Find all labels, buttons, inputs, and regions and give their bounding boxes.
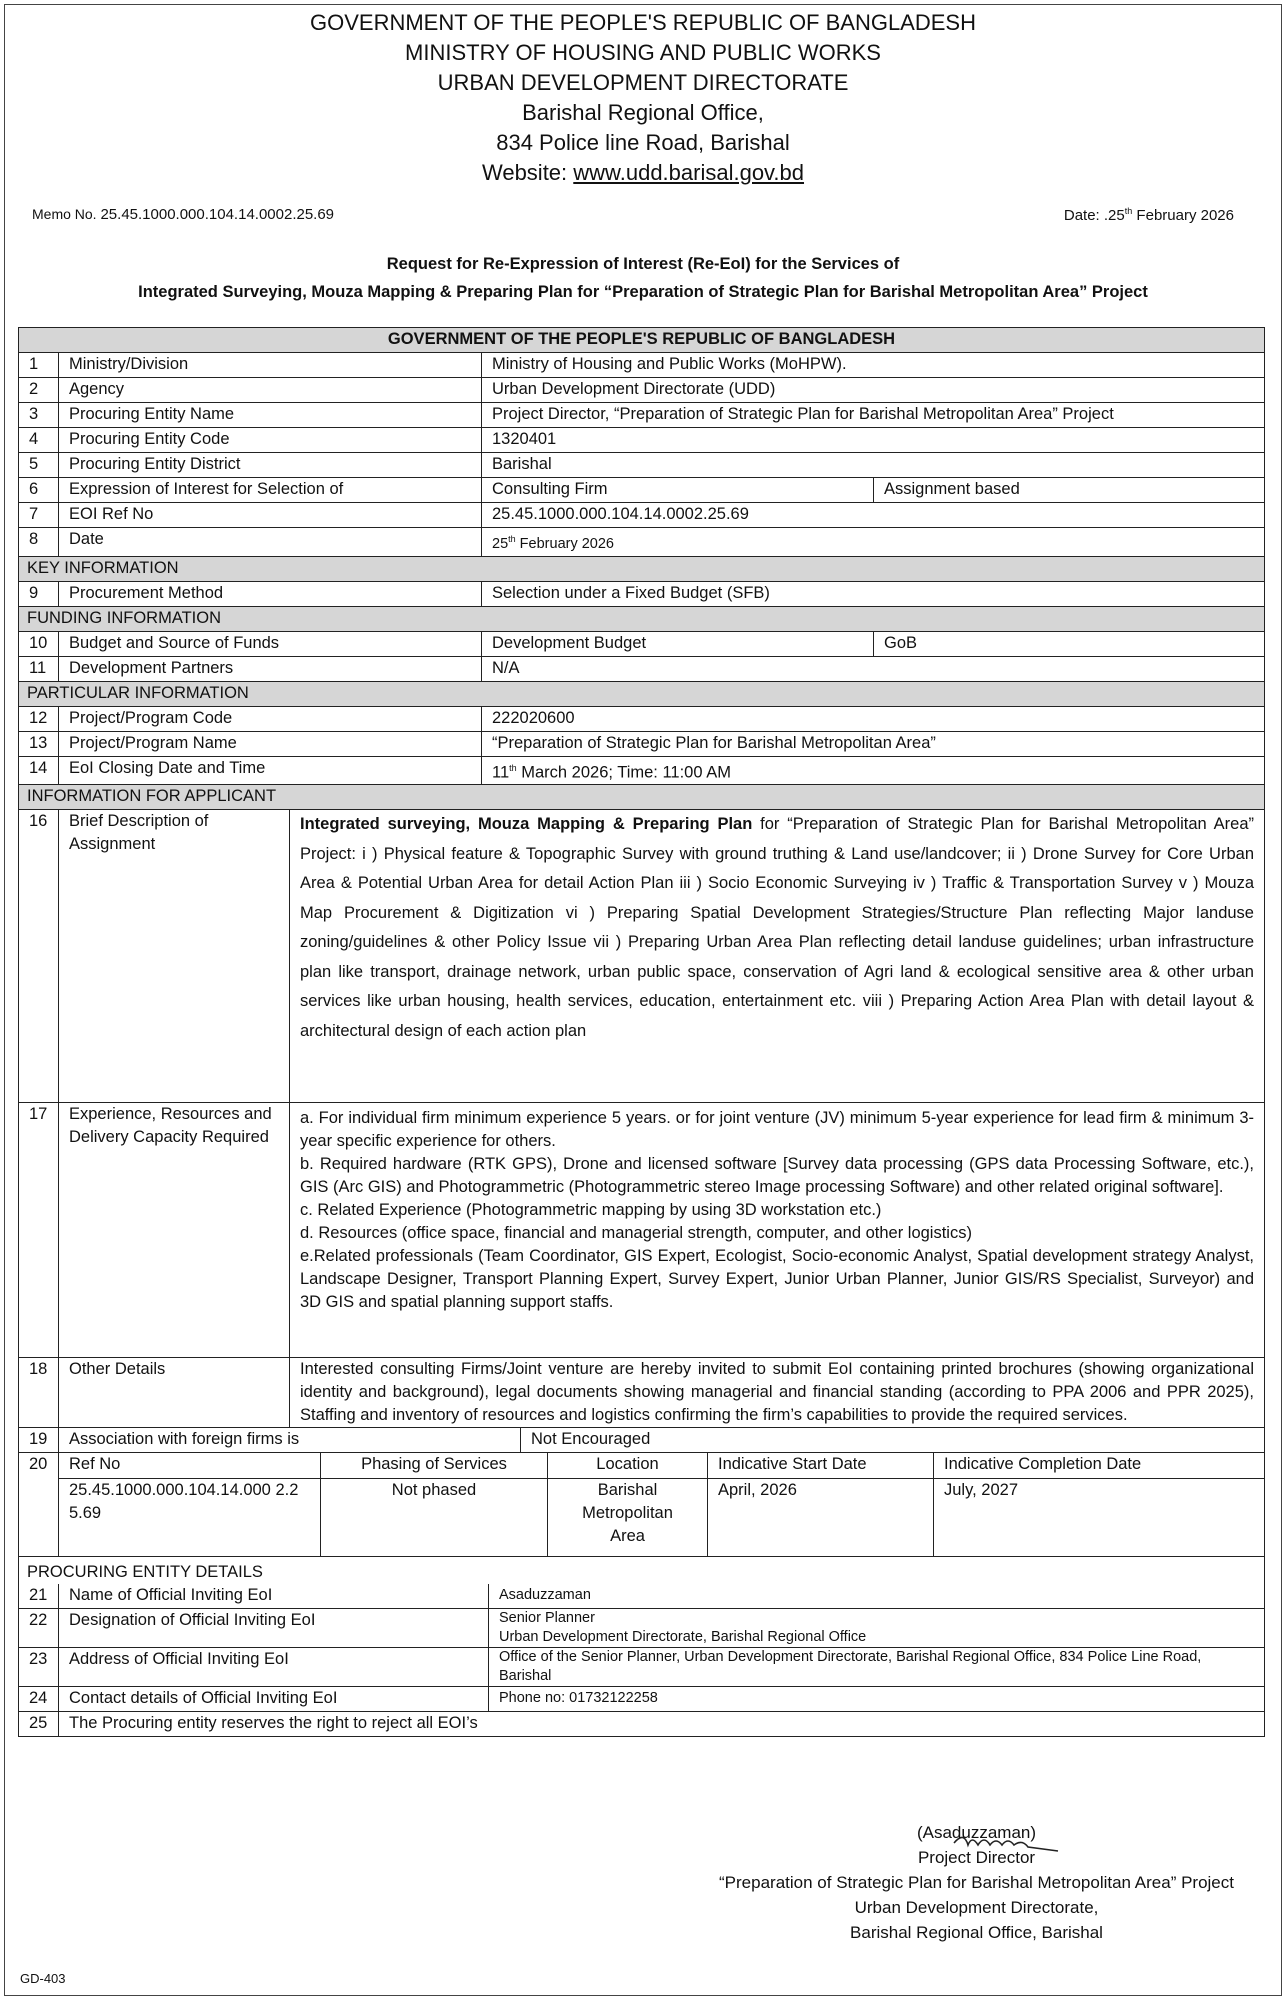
row-value: “Preparation of Strategic Plan for Barishal Metropolitan Area” <box>482 731 1265 756</box>
date-rest: February 2026 <box>1132 207 1234 224</box>
table-row <box>19 428 1265 453</box>
row-label: Experience, Resources and Delivery Capacity Required <box>59 1102 290 1357</box>
closing-rest: March 2026; Time: 11:00 AM <box>516 763 731 782</box>
requirement-item: a. For individual firm minimum experience 5 years. or for joint venture (JV) minimum 5-year experience for lead firm & minimum 3-year specific experience for others. <box>300 1108 1254 1150</box>
memo-value: 25.45.1000.000.104.14.0002.25.69 <box>100 206 335 223</box>
row-number: 13 <box>19 731 59 756</box>
row-value <box>482 528 1265 557</box>
govt-name: GOVERNMENT OF THE PEOPLE'S REPUBLIC OF BANGLADESH <box>310 10 976 35</box>
requirement-item: e.Related professionals (Team Coordinator, GIS Expert, Ecologist, Socio-economic Analyst, Spatial development strategy Analyst, Landscape Designer, Transport Planning Expert, Survey Expert, Junior Urban Planner, Junior GIS/RS Specialist, Surveyor) and 3D GIS and spatial planning support staffs. <box>300 1246 1254 1311</box>
table-row <box>19 706 1265 731</box>
row-label: EOI Ref No <box>59 503 482 528</box>
table-row <box>19 403 1265 428</box>
table-row <box>19 1712 1265 1737</box>
table-section-foreign <box>18 1428 1265 1454</box>
row-number: 4 <box>19 428 59 453</box>
table-row <box>19 631 1265 656</box>
row-value: N/A <box>482 656 1265 681</box>
table-row <box>19 756 1265 785</box>
table-section-general <box>18 327 1265 810</box>
ministry-name: MINISTRY OF HOUSING AND PUBLIC WORKS <box>405 40 881 65</box>
row-label: Brief Description of Assignment <box>59 810 290 1102</box>
row-label: Designation of Official Inviting EoI <box>59 1609 489 1648</box>
table-section-applicant <box>18 810 1265 1428</box>
table-row <box>19 503 1265 528</box>
date-rest: February 2026 <box>515 535 614 552</box>
row-number: 3 <box>19 403 59 428</box>
assignment-text: for “Preparation of Strategic Plan for Barishal Metropolitan Area” Project: i ) Physical feature & Topographic Survey with ground truthing & Land use/landcover; ii ) Drone Survey for Core Urban Area & Potential Urban Area for detail Action Plan iii ) Socio Economic Surveying iv ) Traffic & Transportation Survey v ) Mouza Map Procurement & Digitization vi ) Preparing Spatial Development Strategies/Structure Plan reflecting Major landuse zoning/guidelines & other Policy Issue vii ) Preparing Urban Area Plan reflecting detail landuse guidelines; urban infrastructure plan like transport, drainage network, urban public space, conservation of Agri land & ecological sensitive area & other urban services like urban housing, health services, education, entertainment etc. viii ) Preparing Action Area Plan with detail layout & architectural design of each action plan <box>300 815 1254 1040</box>
col-header-phasing: Phasing of Services <box>321 1453 548 1478</box>
row-label: Procuring Entity Name <box>59 403 482 428</box>
table-heading: GOVERNMENT OF THE PEOPLE'S REPUBLIC OF BANGLADESH <box>19 328 1265 353</box>
start-date-value: April, 2026 <box>708 1478 934 1556</box>
ref-header-row <box>19 1453 1265 1478</box>
col-header-location: Location <box>548 1453 708 1478</box>
assignment-title: Integrated surveying, Mouza Mapping & Preparing Plan <box>300 815 753 834</box>
title-line-1: Request for Re-Expression of Interest (Re-EoI) for the Services of <box>386 255 900 273</box>
signatory-office: Barishal Regional Office, Barishal <box>850 1923 1103 1942</box>
requirement-item: d. Resources (office space, financial and managerial strength, computer, and other logistics) <box>300 1223 972 1242</box>
col-header-start-date: Indicative Start Date <box>708 1453 934 1478</box>
row-label: Address of Official Inviting EoI <box>59 1648 489 1687</box>
row-value: Barishal <box>482 453 1265 478</box>
row-label: Development Partners <box>59 656 482 681</box>
row-number: 10 <box>19 631 59 656</box>
signatory-project: “Preparation of Strategic Plan for Barishal Metropolitan Area” Project <box>719 1873 1234 1892</box>
table-row <box>19 1428 1265 1453</box>
requirement-item: b. Required hardware (RTK GPS), Drone and licensed software [Survey data processing (GPS data Processing Software, etc.), GIS (Arc GIS) and Photogrammetric (Photogrammetric stereo Image processing Software) and other related original software]. <box>300 1154 1254 1196</box>
table-row <box>19 1609 1265 1648</box>
row-label: The Procuring entity reserves the right to reject all EOI’s <box>59 1712 1265 1737</box>
col-header-completion-date: Indicative Completion Date <box>934 1453 1265 1478</box>
row-label: Name of Official Inviting EoI <box>59 1584 489 1609</box>
signatory-org: Urban Development Directorate, <box>854 1898 1099 1917</box>
ref-no-value: 25.45.1000.000.104.14.000 2.25.69 <box>59 1478 321 1556</box>
website-link[interactable]: www.udd.barisal.gov.bd <box>573 160 805 185</box>
row-number: 17 <box>19 1102 59 1357</box>
section-procuring-entity-details: PROCURING ENTITY DETAILS <box>19 1557 1265 1584</box>
row-number: 6 <box>19 478 59 503</box>
experience-requirements <box>290 1102 1265 1357</box>
row-label: EoI Closing Date and Time <box>59 756 482 785</box>
designation: Senior Planner <box>499 1610 595 1627</box>
table-row <box>19 656 1265 681</box>
table-row <box>19 378 1265 403</box>
letterhead <box>0 8 1286 188</box>
row-label: Procurement Method <box>59 581 482 606</box>
completion-date-value: July, 2027 <box>934 1478 1265 1556</box>
eoi-table <box>18 327 1265 1737</box>
row-value: Ministry of Housing and Public Works (MoHPW). <box>482 353 1265 378</box>
row-value: Project Director, “Preparation of Strategic Plan for Barishal Metropolitan Area” Project <box>482 403 1265 428</box>
table-row <box>19 353 1265 378</box>
memo-date <box>1064 206 1234 224</box>
row-number: 7 <box>19 503 59 528</box>
row-number: 25 <box>19 1712 59 1737</box>
row-label: Procuring Entity District <box>59 453 482 478</box>
memo-label: Memo No. <box>32 206 101 222</box>
row-value: 25.45.1000.000.104.14.0002.25.69 <box>482 503 1265 528</box>
row-number: 21 <box>19 1584 59 1609</box>
section-particular-information: PARTICULAR INFORMATION <box>19 681 1265 706</box>
table-section-ref <box>18 1453 1265 1557</box>
requirement-item: c. Related Experience (Photogrammetric mapping by using 3D workstation etc.) <box>300 1200 882 1219</box>
signatory-name: (Asaduzzaman) <box>916 1823 1037 1842</box>
row-number: 20 <box>19 1453 59 1556</box>
table-row <box>19 1102 1265 1357</box>
directorate-name: URBAN DEVELOPMENT DIRECTORATE <box>437 70 849 95</box>
table-row <box>19 1648 1265 1687</box>
row-label: Contact details of Official Inviting EoI <box>59 1687 489 1712</box>
row-label: Project/Program Name <box>59 731 482 756</box>
row-label: Association with foreign firms is <box>59 1428 521 1453</box>
table-row <box>19 731 1265 756</box>
website-line <box>0 158 1286 188</box>
section-information-for-applicant: INFORMATION FOR APPLICANT <box>19 785 1265 810</box>
table-row <box>19 1357 1265 1427</box>
row-value <box>482 756 1265 785</box>
section-key-information: KEY INFORMATION <box>19 556 1265 581</box>
row-label: Expression of Interest for Selection of <box>59 478 482 503</box>
table-row <box>19 1584 1265 1609</box>
row-number: 2 <box>19 378 59 403</box>
row-label: Ministry/Division <box>59 353 482 378</box>
signature-block <box>719 1820 1234 1945</box>
document-title <box>0 250 1286 306</box>
row-number: 22 <box>19 1609 59 1648</box>
row-value: Phone no: 01732122258 <box>489 1687 1265 1712</box>
office-address: 834 Police line Road, Barishal <box>496 130 790 155</box>
row-value: Office of the Senior Planner, Urban Development Directorate, Barishal Regional Office, 834 Police Line Road, Barishal <box>489 1648 1265 1687</box>
assignment-description <box>290 810 1265 1102</box>
row-number: 23 <box>19 1648 59 1687</box>
row-value: Asaduzzaman <box>489 1584 1265 1609</box>
date-sup: th <box>1124 206 1133 216</box>
footer-code: GD-403 <box>20 1971 66 1986</box>
location-value: Barishal Metropolitan Area <box>548 1478 708 1556</box>
table-row <box>19 581 1265 606</box>
other-details: Interested consulting Firms/Joint venture are hereby invited to submit EoI containing printed brochures (showing organizational identity and background), legal documents showing managerial and financial standing (according to PPA 2006 and PPR 2025), Staffing and inventory of resources and logistics confirming the firm’s capabilities to provide the required services. <box>290 1357 1265 1427</box>
date-label: Date: .25 <box>1063 207 1125 224</box>
table-section-procuring <box>18 1557 1265 1738</box>
memo-number <box>32 206 334 223</box>
row-label: Other Details <box>59 1357 290 1427</box>
row-number: 1 <box>19 353 59 378</box>
title-line-2: Integrated Surveying, Mouza Mapping & Preparing Plan for “Preparation of Strategic Plan for Barishal Metropolitan Area” Project <box>138 283 1148 301</box>
row-number: 8 <box>19 528 59 557</box>
row-label: Budget and Source of Funds <box>59 631 482 656</box>
table-row <box>19 528 1265 557</box>
row-value: 1320401 <box>482 428 1265 453</box>
row-number: 11 <box>19 656 59 681</box>
table-row <box>19 453 1265 478</box>
section-funding-information: FUNDING INFORMATION <box>19 606 1265 631</box>
table-row <box>19 478 1265 503</box>
row-value <box>489 1609 1265 1648</box>
website-label: Website: <box>481 160 574 185</box>
office-name: Barishal Regional Office, <box>522 100 764 125</box>
row-label: Procuring Entity Code <box>59 428 482 453</box>
ref-value-row <box>19 1478 1265 1556</box>
row-number: 24 <box>19 1687 59 1712</box>
phasing-value: Not phased <box>321 1478 548 1556</box>
row-number: 18 <box>19 1357 59 1427</box>
row-number: 19 <box>19 1428 59 1453</box>
row-value: Selection under a Fixed Budget (SFB) <box>482 581 1265 606</box>
closing-sup: th <box>509 762 517 773</box>
row-value: Development Budget <box>482 631 874 656</box>
col-header-ref-no: Ref No <box>59 1453 321 1478</box>
row-value: Urban Development Directorate (UDD) <box>482 378 1265 403</box>
row-value-2: Assignment based <box>874 478 1265 503</box>
closing-day: 11 <box>492 763 510 782</box>
date-sup: th <box>508 534 516 544</box>
row-number: 12 <box>19 706 59 731</box>
table-row <box>19 810 1265 1102</box>
signatory-title: Project Director <box>917 1848 1036 1867</box>
row-label: Project/Program Code <box>59 706 482 731</box>
row-label: Agency <box>59 378 482 403</box>
row-number: 16 <box>19 810 59 1102</box>
date-day: 25 <box>492 535 509 552</box>
table-row <box>19 1687 1265 1712</box>
row-number: 5 <box>19 453 59 478</box>
row-value: Not Encouraged <box>521 1428 1265 1453</box>
row-label: Date <box>59 528 482 557</box>
row-number: 14 <box>19 756 59 785</box>
designation-office: Urban Development Directorate, Barishal Regional Office <box>499 1629 867 1646</box>
row-value: 222020600 <box>482 706 1265 731</box>
row-number: 9 <box>19 581 59 606</box>
row-value: Consulting Firm <box>482 478 874 503</box>
row-value-2: GoB <box>874 631 1265 656</box>
